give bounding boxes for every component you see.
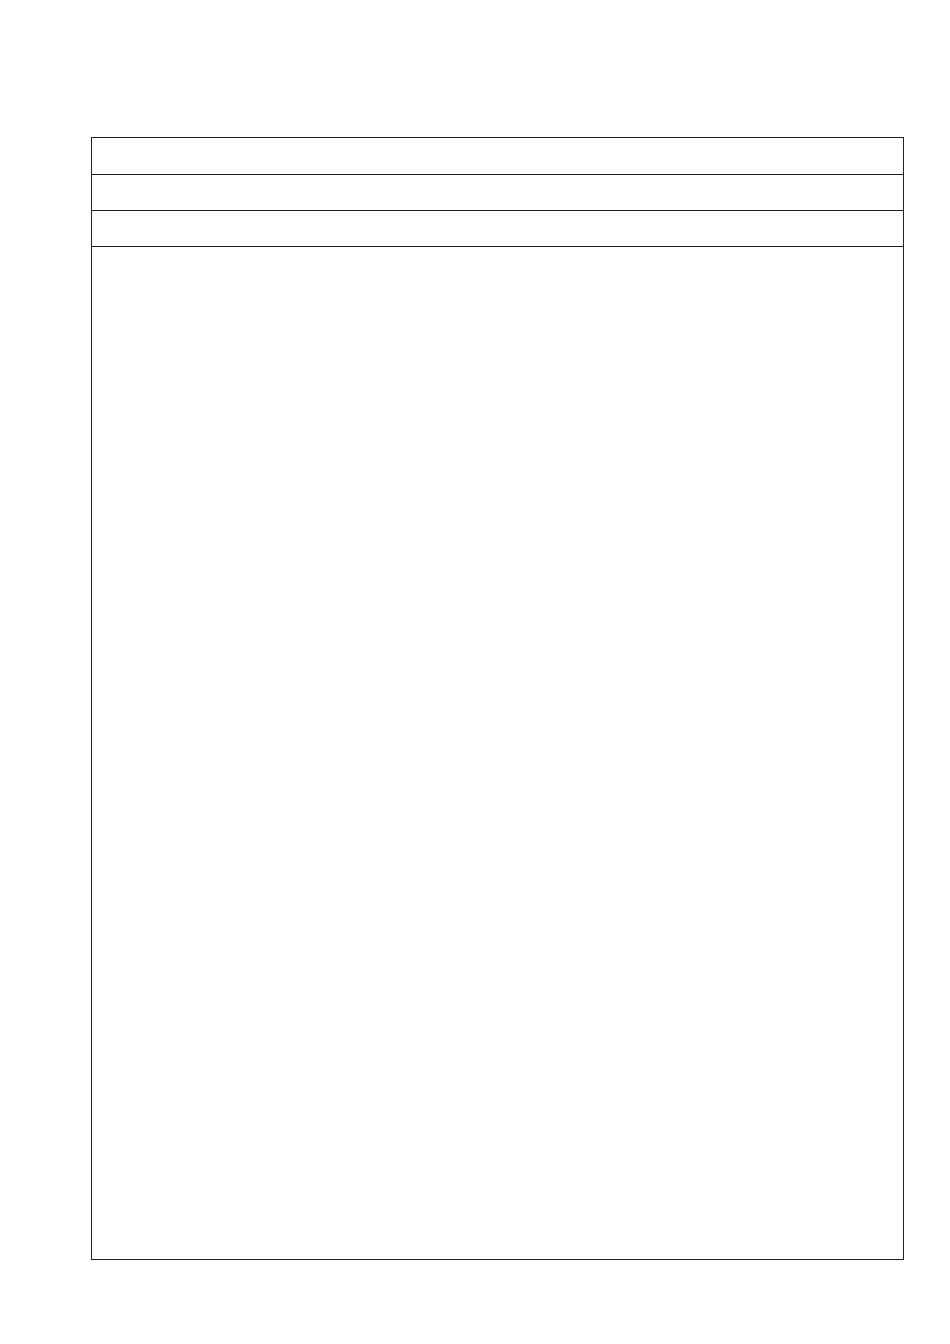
record-form xyxy=(91,137,904,1260)
project-name-row xyxy=(92,138,903,175)
subproject-row xyxy=(92,175,903,211)
document-title xyxy=(0,58,950,118)
content-label-row xyxy=(92,211,903,247)
